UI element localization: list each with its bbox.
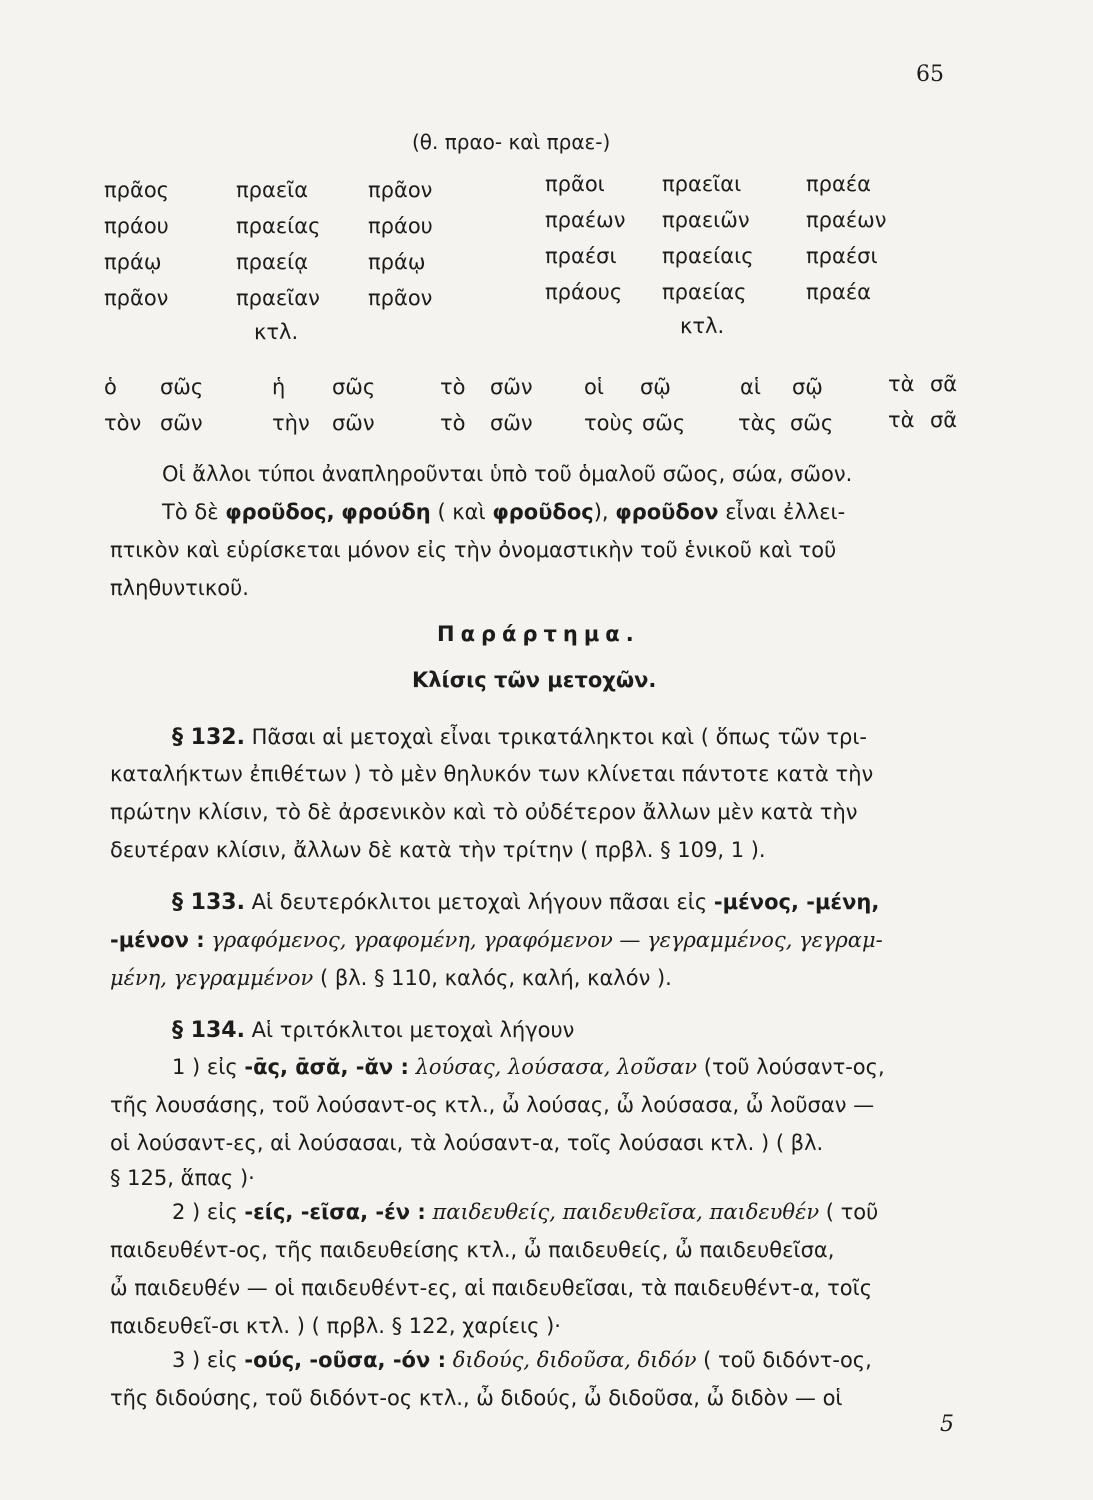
table-cell: πραέα bbox=[806, 172, 872, 196]
ktl-note: κτλ. bbox=[254, 320, 299, 344]
article: τὸ bbox=[440, 411, 466, 435]
word-form: σῶν bbox=[490, 411, 533, 435]
table-cell: πράου bbox=[368, 214, 433, 238]
table-cell: πραείας bbox=[236, 214, 321, 238]
paragraph-line: τῆς διδούσης, τοῦ διδόντ-ος κτλ., ὦ διδούς, ὦ διδοῦσα, ὦ διδὸν — οἱ bbox=[110, 1386, 843, 1410]
italic-forms: διδούς, διδοῦσα, διδόν bbox=[452, 1348, 697, 1372]
article: οἱ bbox=[584, 375, 604, 399]
word-form: σῶς bbox=[160, 375, 204, 399]
italic-forms: λούσας, λούσασα, λοῦσαν bbox=[415, 1055, 698, 1079]
paragraph-line: τῆς λουσάσης, τοῦ λούσαντ-ος κτλ., ὦ λούσας, ὦ λούσασα, ὦ λοῦσαν — bbox=[110, 1093, 875, 1117]
section-number: § 133. bbox=[172, 890, 245, 915]
word-form: σᾶ bbox=[930, 408, 958, 432]
table-cell: πράῳ bbox=[104, 250, 162, 274]
paragraph-line bbox=[110, 928, 883, 952]
paragraph-line: § 125, ἅπας )· bbox=[110, 1166, 255, 1190]
text-run: ), bbox=[593, 500, 609, 524]
paragraph-line: Οἱ ἄλλοι τύποι ἀναπληροῦνται ὑπὸ τοῦ ὁμαλοῦ σῶος, σώα, σῶον. bbox=[162, 462, 853, 486]
bold-term: φρούδη bbox=[341, 500, 431, 524]
article: τὰς bbox=[738, 411, 777, 435]
text-run: ( τοῦ διδόντ-ος, bbox=[703, 1348, 872, 1372]
article: ὁ bbox=[104, 375, 117, 399]
paragraph-line bbox=[110, 966, 672, 990]
table-cell: πραείαις bbox=[662, 244, 754, 268]
paragraph-line: δευτέραν κλίσιν, ἄλλων δὲ κατὰ τὴν τρίτην ( πρβλ. § 109, 1 ). bbox=[110, 838, 766, 862]
article: αἱ bbox=[740, 375, 761, 399]
table-cell: πραειῶν bbox=[662, 208, 750, 232]
table-cell: πραεῖα bbox=[236, 178, 309, 202]
article: τοὺς bbox=[584, 411, 634, 435]
page-number: 65 bbox=[916, 62, 944, 87]
word-form: σῶν bbox=[332, 411, 375, 435]
text-run: Πᾶσαι αἱ μετοχαὶ εἶναι τρικατάληκτοι καὶ ( ὅπως τῶν τρι- bbox=[251, 725, 868, 749]
table-cell: πραείας bbox=[662, 280, 747, 304]
text-run: Αἱ δευτερόκλιτοι μετοχαὶ λήγουν πᾶσαι εἰς bbox=[251, 890, 708, 914]
table-cell: πραεῖαι bbox=[662, 172, 742, 196]
table-cell: πρᾶον bbox=[368, 286, 433, 310]
bold-term: -είς, -εῖσα, -έν : bbox=[244, 1200, 426, 1224]
bold-term: φροῦδος, bbox=[225, 500, 335, 524]
signature-mark: 5 bbox=[940, 1412, 954, 1437]
italic-forms: παιδευθείς, παιδευθεῖσα, παιδευθέν bbox=[432, 1200, 820, 1224]
text-run: Τὸ δὲ bbox=[162, 500, 219, 524]
bold-term: φροῦδον bbox=[615, 500, 719, 524]
word-form: σῶν bbox=[160, 411, 203, 435]
article: τὸν bbox=[104, 411, 142, 435]
text-run: ( καὶ bbox=[437, 500, 486, 524]
declension-stem-note: (θ. πραο- καὶ πραε-) bbox=[412, 130, 611, 154]
paragraph-line bbox=[172, 890, 879, 915]
table-cell: πρᾶοι bbox=[545, 172, 605, 196]
article: τὰ bbox=[888, 372, 915, 396]
paragraph-line: οἱ λούσαντ-ες, αἱ λούσασαι, τὰ λούσαντ-α, τοῖς λούσασι κτλ. ) ( βλ. bbox=[110, 1131, 824, 1155]
word-form: σῷ bbox=[792, 375, 823, 399]
table-cell: πραείᾳ bbox=[236, 250, 309, 274]
paragraph-line: καταλήκτων ἐπιθέτων ) τὸ μὲν θηλυκόν των κλίνεται πάντοτε κατὰ τὴν bbox=[110, 762, 874, 786]
paragraph-line bbox=[172, 1055, 885, 1079]
bold-term: -ᾱς, ᾱσᾰ, -ᾰν : bbox=[244, 1055, 409, 1079]
table-cell: πραέσι bbox=[545, 244, 617, 268]
word-form: σᾶ bbox=[930, 372, 958, 396]
word-form: σῶς bbox=[332, 375, 376, 399]
text-run: εἶναι ἐλλει- bbox=[725, 500, 846, 524]
bold-term: φροῦδος bbox=[492, 500, 594, 524]
ktl-note: κτλ. bbox=[680, 314, 725, 338]
paragraph-line bbox=[172, 1348, 872, 1372]
text-run: 2 ) εἰς bbox=[172, 1200, 238, 1224]
paragraph-line bbox=[162, 500, 845, 524]
article: τὴν bbox=[272, 411, 310, 435]
table-cell: πραέων bbox=[545, 208, 626, 232]
article: ἡ bbox=[272, 375, 286, 399]
paragraph-line: πληθυντικοῦ. bbox=[110, 576, 249, 600]
bold-term: -ούς, -οῦσα, -όν : bbox=[244, 1348, 446, 1372]
text-run: ( βλ. § 110, καλός, καλή, καλόν ). bbox=[319, 966, 672, 990]
text-run: Αἱ τριτόκλιτοι μετοχαὶ λήγουν bbox=[251, 1018, 575, 1042]
text-run: 1 ) εἰς bbox=[172, 1055, 238, 1079]
text-run: ( τοῦ bbox=[825, 1200, 879, 1224]
section-number: § 134. bbox=[172, 1018, 245, 1043]
table-cell: πρᾶος bbox=[104, 178, 169, 202]
article: τὰ bbox=[888, 408, 915, 432]
text-run: 3 ) εἰς bbox=[172, 1348, 238, 1372]
bold-term: -μένος, -μένη, bbox=[713, 890, 880, 914]
table-cell: πρᾶον bbox=[368, 178, 433, 202]
section-number: § 132. bbox=[172, 725, 245, 750]
section-heading: Κλίσις τῶν μετοχῶν. bbox=[412, 668, 657, 692]
table-cell: πραεῖαν bbox=[236, 286, 320, 310]
word-form: σῶς bbox=[790, 411, 834, 435]
word-form: σῶν bbox=[490, 375, 533, 399]
paragraph-line bbox=[172, 725, 867, 750]
table-cell: πραέων bbox=[806, 208, 887, 232]
table-cell: πράους bbox=[545, 280, 623, 304]
italic-forms: μένη, γεγραμμένον bbox=[110, 966, 314, 990]
paragraph-line: παιδευθεῖ-σι κτλ. ) ( πρβλ. § 122, χαρίεις )· bbox=[110, 1314, 561, 1338]
bold-term: -μένον : bbox=[110, 928, 205, 952]
paragraph-line: παιδευθέντ-ος, τῆς παιδευθείσης κτλ., ὦ παιδευθείς, ὦ παιδευθεῖσα, bbox=[110, 1238, 835, 1262]
paragraph-line: πρώτην κλίσιν, τὸ δὲ ἀρσενικὸν καὶ τὸ οὐδέτερον ἄλλων μὲν κατὰ τὴν bbox=[110, 800, 858, 824]
word-form: σῷ bbox=[640, 375, 671, 399]
table-cell: πραέσι bbox=[806, 244, 878, 268]
table-cell: πράῳ bbox=[368, 250, 426, 274]
paragraph-line: ὦ παιδευθέν — οἱ παιδευθέντ-ες, αἱ παιδευθεῖσαι, τὰ παιδευθέντ-α, τοῖς bbox=[110, 1276, 873, 1300]
article: τὸ bbox=[440, 375, 466, 399]
appendix-heading: Παράρτημα. bbox=[437, 622, 640, 646]
italic-forms: γραφόμενος, γραφομένη, γραφόμενον — γεγραμμένος, γεγραμ- bbox=[211, 928, 883, 952]
paragraph-line: πτικὸν καὶ εὑρίσκεται μόνον εἰς τὴν ὀνομαστικὴν τοῦ ἑνικοῦ καὶ τοῦ bbox=[110, 538, 837, 562]
word-form: σῶς bbox=[642, 411, 686, 435]
table-cell: πρᾶον bbox=[104, 286, 169, 310]
table-cell: πράου bbox=[104, 214, 169, 238]
table-cell: πραέα bbox=[806, 280, 872, 304]
paragraph-line bbox=[172, 1018, 574, 1043]
text-run: (τοῦ λούσαντ-ος, bbox=[703, 1055, 885, 1079]
paragraph-line bbox=[172, 1200, 878, 1224]
